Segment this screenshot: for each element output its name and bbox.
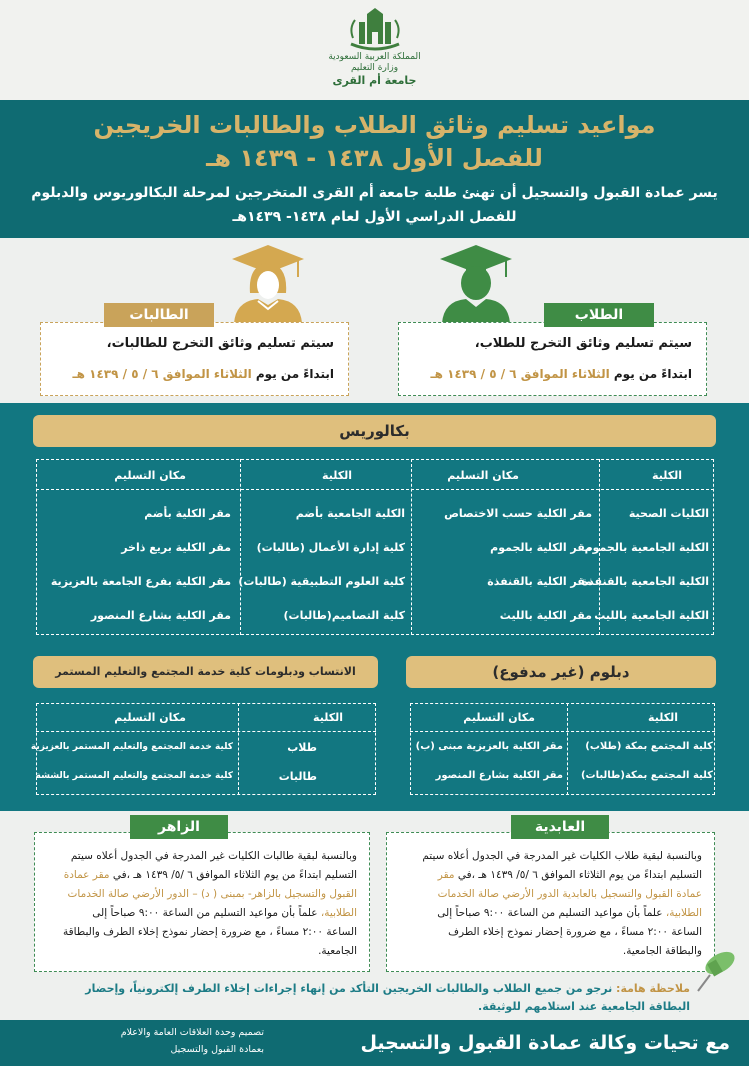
diploma-col-college: الكلية (648, 711, 678, 724)
table-divider (411, 459, 412, 635)
table-divider (567, 703, 568, 795)
table-cell: مقر الكلية بالعزيزية مبنى (ب) (415, 741, 563, 752)
table-cell: مقر الكلية بفرع الجامعة بالعزيزية (50, 575, 231, 588)
abdia-text: التسليم ابتداءً من يوم الثلاثاء الموافق ٦ /٥/ ١٤٣٩ هـ ،في (457, 869, 702, 881)
university-emblem-icon (345, 8, 405, 52)
female-students-date (73, 365, 334, 383)
table-cell: كلية خدمة المجتمع والتعليم المستمر بالششة (35, 771, 233, 781)
table-cell: مقر الكلية حسب الاختصاص (444, 507, 592, 520)
male-graduate-icon (436, 243, 516, 323)
bachelor-col-college-right: الكلية (652, 469, 682, 482)
table-cell: كلية إدارة الأعمال (طالبات) (256, 541, 405, 554)
affiliation-col-college: الكلية (313, 711, 343, 724)
bachelor-col-college-left: الكلية (322, 469, 352, 482)
zahir-card (34, 832, 370, 972)
abdia-paragraph (397, 847, 702, 961)
zahir-highlight: الطلابية، (320, 907, 357, 919)
table-cell: الكلية الجامعية بأضم (295, 507, 405, 520)
abdia-line: والبطاقة الجامعية. (622, 945, 702, 957)
table-cell: كلية العلوم التطبيقية (طالبات) (238, 575, 405, 588)
note-line2: البطاقة الجامعية عند استلامهم للوثيقة. (478, 1000, 690, 1013)
abdia-highlight: الطلابية، (665, 907, 702, 919)
table-cell: الكلية الجامعية بالجموم (584, 541, 709, 554)
note-text: نرجو من جميع الطلاب والطالبات الخريجين التأكد من إنهاء إجراءات إخلاء الطرف إلكترونياً، وإحضار (85, 982, 613, 995)
zahir-line: الجامعية. (318, 945, 357, 957)
female-students-card (40, 322, 349, 396)
table-divider (36, 731, 376, 732)
table-divider (36, 489, 714, 490)
table-cell: مقر الكلية بشارع المنصور (90, 609, 231, 622)
bachelor-col-location-left: مكان التسليم (114, 469, 186, 482)
female-date-prefix: ابتداءً من يوم (255, 367, 334, 381)
important-note (30, 980, 690, 1016)
intro-text-line2: للفصل الدراسي الأول لعام ١٤٣٨- ١٤٣٩هـ (232, 209, 517, 225)
logo-ministry-text: وزارة التعليم (350, 63, 399, 73)
footer-credit-line1: تصميم وحدة العلاقات العامة والاعلام (120, 1027, 264, 1038)
university-logo (312, 8, 437, 98)
abdia-line (397, 866, 702, 885)
female-students-tag: الطالبات (104, 303, 214, 327)
female-students-message: سيتم تسليم وثائق التخرج للطالبات، (106, 336, 334, 351)
male-date-highlight: الثلاثاء الموافق ٦ / ٥ / ١٤٣٩ هـ (430, 367, 610, 381)
table-divider (410, 731, 715, 732)
footer-greeting: مع تحيات وكالة عمادة القبول والتسجيل (360, 1032, 730, 1054)
female-date-highlight: الثلاثاء الموافق ٦ / ٥ / ١٤٣٩ هـ (72, 367, 252, 381)
zahir-text: التسليم ابتداءً من يوم الثلاثاء الموافق ٦ /٥/ ١٤٣٩ هـ ،في (112, 869, 357, 881)
logo-country-text: المملكة العربية السعودية (328, 52, 421, 62)
male-date-prefix: ابتداءً من يوم (613, 367, 692, 381)
zahir-highlight: القبول والتسجيل بالزاهر- بمبنى ( د) – الدور الأرضي صالة الخدمات (67, 888, 357, 900)
abdia-line: وبالنسبة لبقية طلاب الكليات غير المدرجة في الجدول أعلاه سيتم (422, 850, 702, 862)
table-divider (240, 459, 241, 635)
table-cell: مقر الكلية بالليث (499, 609, 592, 622)
pushpin-icon (690, 945, 740, 995)
zahir-line (45, 904, 357, 923)
diploma-title-bar: دبلوم (غير مدفوع) (406, 656, 716, 688)
zahir-tag: الزاهر (130, 815, 228, 839)
abdia-highlight: عمادة القبول والتسجيل بالعابدية الدور الأرضي صالة الخدمات (437, 888, 702, 900)
table-cell: الكليات الصحية (628, 507, 709, 520)
abdia-line (397, 904, 702, 923)
male-students-message: سيتم تسليم وثائق التخرج للطلاب، (474, 336, 692, 351)
bachelor-title-bar: بكالوريس (33, 415, 716, 447)
table-cell: مقر الكلية بالقنفذة (487, 575, 592, 588)
table-cell: الكلية الجامعية بالليث (594, 609, 709, 622)
table-cell: مقر الكلية بأضم (144, 507, 231, 520)
table-cell: طلاب (287, 741, 317, 754)
table-divider (238, 703, 239, 795)
zahir-line: وبالنسبة لبقية طالبات الكليات غير المدرجة في الجدول أعلاه سيتم (70, 850, 357, 862)
abdia-highlight: مقر (437, 869, 455, 881)
logo-university-text: جامعة أم القرى (332, 74, 417, 87)
bachelor-col-location-right: مكان التسليم (447, 469, 519, 482)
table-cell: كلية التصاميم(طالبات) (283, 609, 405, 622)
zahir-paragraph (45, 847, 357, 961)
page-title: مواعيد تسليم وثائق الطلاب والطالبات الخريجين (93, 111, 656, 139)
intro-text-line1: يسر عمادة القبول والتسجيل أن تهنئ طلبة جامعة أم القرى المتخرجين لمرحلة البكالوريوس والدبلوم (31, 185, 718, 201)
zahir-highlight: مقر عمادة (63, 869, 110, 881)
male-students-date (431, 365, 692, 383)
male-students-card (398, 322, 707, 396)
footer-credit-line2: بعمادة القبول والتسجيل (170, 1044, 264, 1055)
abdia-line: الساعة ٢:٠٠ مساءً ، مع ضرورة إحضار نموذج إخلاء الطرف (448, 926, 702, 938)
abdia-tag: العابدية (511, 815, 609, 839)
female-graduate-icon (228, 243, 308, 323)
note-line1 (30, 980, 690, 998)
affiliation-col-location: مكان التسليم (114, 711, 186, 724)
table-cell: الكلية الجامعية بالقنفذة (581, 575, 709, 588)
zahir-line (45, 866, 357, 885)
table-cell: مقر الكلية بالجموم (490, 541, 592, 554)
male-students-tag: الطلاب (544, 303, 654, 327)
diploma-col-location: مكان التسليم (463, 711, 535, 724)
abdia-text: علماً بأن مواعيد التسليم من الساعة ٩:٠٠ صباحاً إلى (437, 907, 663, 919)
table-cell: كلية المجتمع بمكة(طالبات) (580, 770, 713, 781)
zahir-line: الساعة ٢:٠٠ مساءً ، مع ضرورة إحضار نموذج إخلاء الطرف والبطاقة (63, 926, 357, 938)
table-cell: طالبات (278, 770, 317, 783)
table-cell: مقر الكلية بشارع المنصور (435, 770, 563, 781)
table-cell: كلية خدمة المجتمع والتعليم المستمر بالعزيزية (30, 742, 233, 752)
affiliation-title-bar: الانتساب ودبلومات كلية خدمة المجتمع والتعليم المستمر (33, 656, 378, 688)
page-subtitle: للفصل الأول ١٤٣٨ - ١٤٣٩ هـ (206, 144, 543, 172)
abdia-card (386, 832, 715, 972)
table-cell: مقر الكلية بريع ذاخر (121, 541, 231, 554)
zahir-text: علماً بأن مواعيد التسليم من الساعة ٩:٠٠ صباحاً إلى (92, 907, 318, 919)
note-label: ملاحظة هامة: (616, 982, 690, 995)
table-cell: كلية المجتمع بمكة (طلاب) (585, 741, 713, 752)
footer-credits (14, 1024, 264, 1058)
